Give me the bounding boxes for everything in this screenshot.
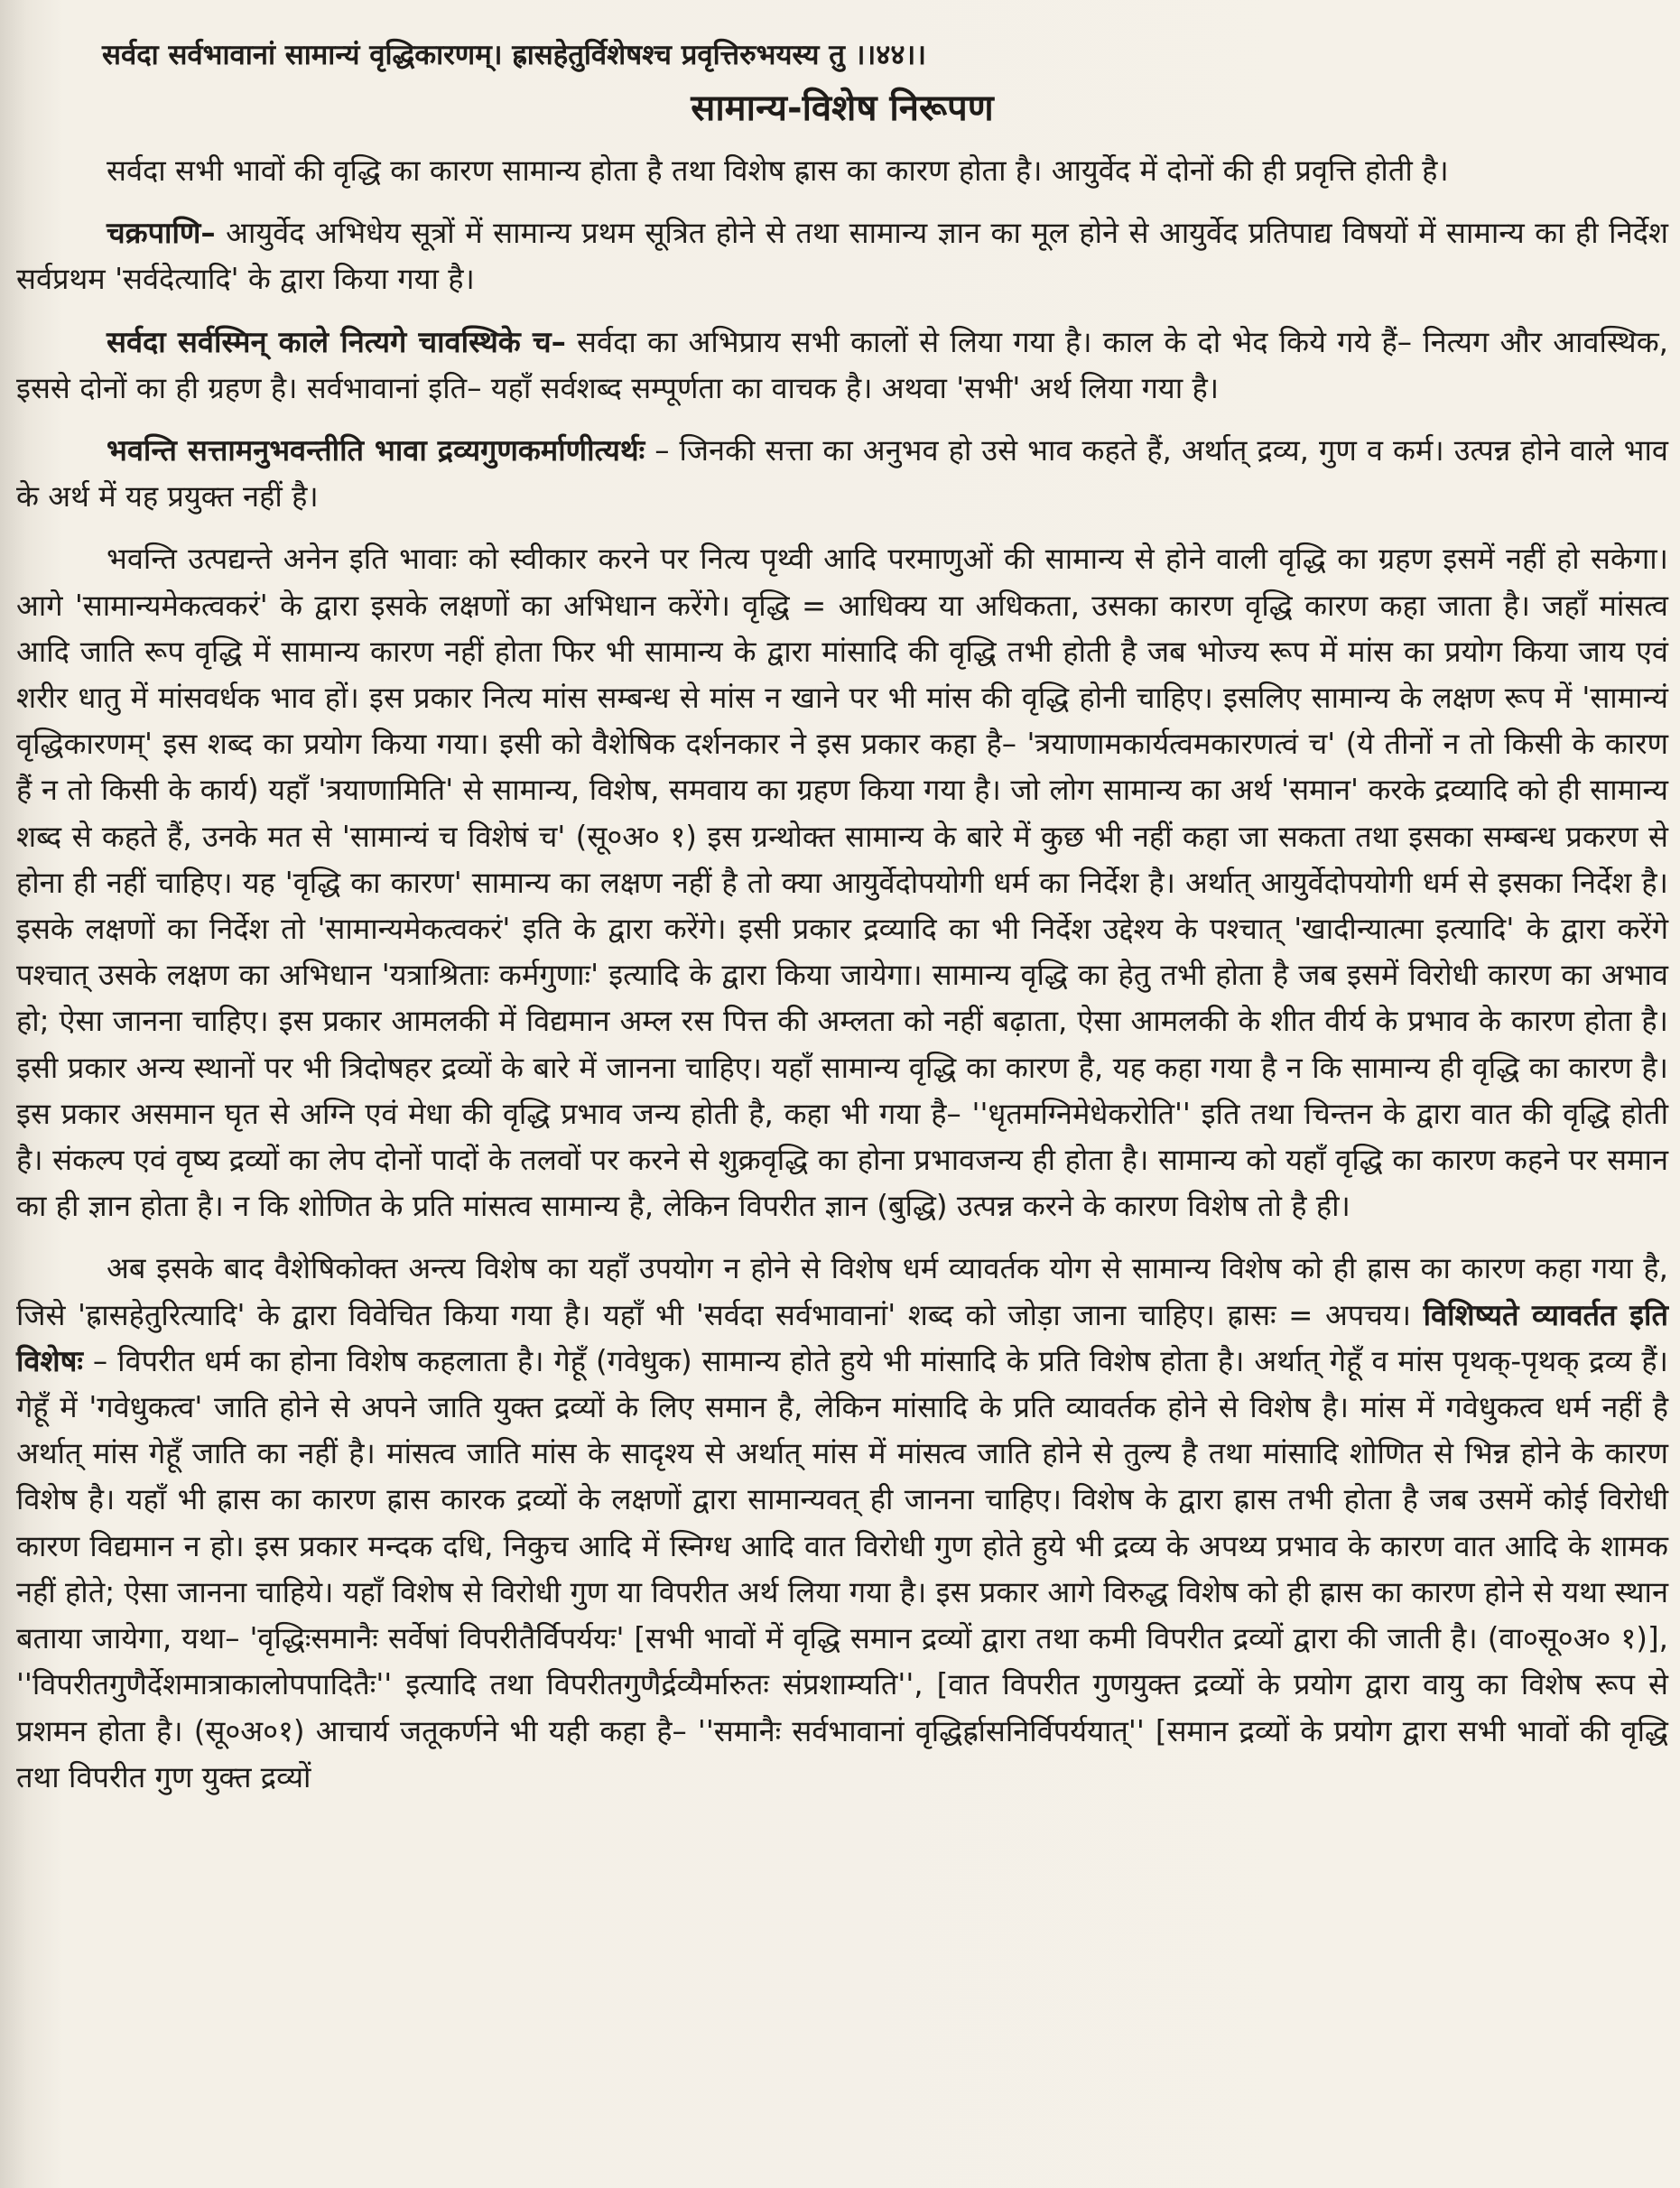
paragraph-lead: भवन्ति सत्तामनुभवन्तीति भावा द्रव्यगुणकर्माणीत्यर्थः — [107, 433, 645, 468]
paragraph-text: अब इसके बाद वैशेषिकोक्त अन्त्य विशेष का यहाँ उपयोग न होने से विशेष धर्म व्यावर्तक योग से सामान्य विशेष को ही ह्रास का कारण कहा गया है, जिसे 'ह्रासहेतुरित्यादि' के द्वारा विवेचित किया गया है। यहाँ भी 'सर्वदा सर्वभावानां' शब्द को जोड़ा जाना चाहिए। ह्रासः = अपचय। विशिष्यते व्यावर्तत इति विशेषः – विपरीत धर्म का होना विशेष कहलाता है। गेहूँ (गवेधुक) सामान्य होते हुये भी मांसादि के प्रति विशेष होता है। अर्थात् गेहूँ व मांस पृथक्-पृथक् द्रव्य हैं। गेहूँ में 'गवेधुकत्व' जाति होने से अपने जाति युक्त द्रव्यों के लिए समान है, लेकिन मांसादि के प्रति व्यावर्तक होने से विशेष है। मांस में गवेधुकत्व धर्म नहीं है अर्थात् मांस गेहूँ जाति का नहीं है। मांसत्व जाति मांस के सादृश्य से अर्थात् मांस में मांसत्व जाति होने से तुल्य है तथा मांसादि शोणित से भिन्न होने के कारण विशेष है। यहाँ भी ह्रास का कारण ह्रास कारक द्रव्यों के लक्षणों द्वारा सामान्यवत् ही जानना चाहिए। विशेष के द्वारा ह्रास तभी होता है जब उसमें कोई विरोधी कारण विद्यमान न हो। इस प्रकार मन्दक दधि, निकुच आदि में स्निग्ध आदि वात विरोधी गुण होते हुये भी द्रव्य के अपथ्य प्रभाव के कारण वात आदि के शामक नहीं होते; ऐसा जानना चाहिये। यहाँ विशेष से विरोधी गुण या विपरीत अर्थ लिया गया है। इस प्रकार आगे विरुद्ध विशेष को ही ह्रास का कारण होने से यथा स्थान बताया जायेगा, यथा– 'वृद्धिःसमानैः सर्वेषां विपरीतैर्विपर्ययः' [सभी भावों में वृद्धि समान द्रव्यों द्वारा तथा कमी विपरीत द्रव्यों द्वारा की जाती है। (वा०सू०अ० १)], ''विपरीतगुणैर्देशमात्राकालोपपादितैः'' इत्यादि तथा विपरीतगुणैर्द्रव्यैर्मारुतः संप्रशाम्यति'', [वात विपरीत गुणयुक्त द्रव्यों के प्रयोग द्वारा वायु का विशेष रूप से प्रशमन होता है। (सू०अ०१) आचार्य जतूकर्णने भी यही कहा है– ''समानैः सर्वभावानां वृद्धिर्ह्रासनिर्विपर्ययात्'' [समान द्रव्यों के प्रयोग द्वारा सभी भावों की वृद्धि तथा विपरीत गुण युक्त द्रव्यों — [16, 1251, 1668, 1794]
inline-bold-term: विशिष्यते व्यावर्तत इति विशेषः — [16, 1297, 1668, 1378]
paragraph-text: आयुर्वेद अभिधेय सूत्रों में सामान्य प्रथम सूत्रित होने से तथा सामान्य ज्ञान का मूल होने से आयुर्वेद प्रतिपाद्य विषयों में सामान्य का ही निर्देश सर्वप्रथम 'सर्वदेत्यादि' के द्वारा किया गया है। — [16, 216, 1668, 297]
sanskrit-verse: सर्वदा सर्वभावानां सामान्यं वृद्धिकारणम्। ह्रासहेतुर्विशेषश्च प्रवृत्तिरुभयस्य तु ।।४४।। — [102, 39, 926, 71]
paragraph-6 — [16, 1246, 1668, 1800]
paragraph-lead: चक्रपाणि– — [107, 216, 216, 251]
paragraph-4 — [16, 428, 1668, 520]
paragraph-lead: सर्वदा सर्वस्मिन् काले नित्यगे चावस्थिके च– — [107, 324, 566, 359]
paragraph-1 — [16, 148, 1668, 194]
paragraph-3 — [16, 320, 1668, 412]
paragraph-text: – जिनकी सत्ता का अनुभव हो उसे भाव कहते हैं, अर्थात् द्रव्य, गुण व कर्म। उत्पन्न होने वाले भाव के अर्थ में यह प्रयुक्त नहीं है। — [16, 433, 1668, 515]
page-content — [16, 36, 1668, 1810]
paragraph-text: सर्वदा सभी भावों की वृद्धि का कारण सामान्य होता है तथा विशेष ह्रास का कारण होता है। आयुर्वेद में दोनों की ही प्रवृत्ति होती है। — [107, 153, 1449, 188]
section-heading: सामान्य-विशेष निरूपण — [691, 88, 994, 129]
paragraph-text: सर्वदा का अभिप्राय सभी कालों से लिया गया है। काल के दो भेद किये गये हैं– नित्यग और आवस्थिक, इससे दोनों का ही ग्रहण है। सर्वभावानां इति– यहाँ सर्वशब्द सम्पूर्णता का वाचक है। अथवा 'सभी' अर्थ लिया गया है। — [16, 324, 1668, 405]
paragraph-5 — [16, 536, 1668, 1229]
paragraph-text: भवन्ति उत्पद्यन्ते अनेन इति भावाः को स्वीकार करने पर नित्य पृथ्वी आदि परमाणुओं की सामान्य से होने वाली वृद्धि का ग्रहण इसमें नहीं हो सकेगा। आगे 'सामान्यमेकत्वकरं' के द्वारा इसके लक्षणों का अभिधान करेंगे। वृद्धि = आधिक्य या अधिकता, उसका कारण वृद्धि कारण कहा जाता है। जहाँ मांसत्व आदि जाति रूप वृद्धि में सामान्य कारण नहीं होता फिर भी सामान्य के द्वारा मांसादि की वृद्धि तभी होती है जब भोज्य रूप में मांस का प्रयोग किया जाय एवं शरीर धातु में मांसवर्धक भाव हों। इस प्रकार नित्य मांस सम्बन्ध से मांस न खाने पर भी मांस की वृद्धि होनी चाहिए। इसलिए सामान्य के लक्षण रूप में 'सामान्यं वृद्धिकारणम्' इस शब्द का प्रयोग किया गया। इसी को वैशेषिक दर्शनकार ने इस प्रकार कहा है– 'त्रयाणामकार्यत्वमकारणत्वं च' (ये तीनों न तो किसी के कारण हैं न तो किसी के कार्य) यहाँ 'त्रयाणामिति' से सामान्य, विशेष, समवाय का ग्रहण किया गया है। जो लोग सामान्य का अर्थ 'समान' करके द्रव्यादि को ही सामान्य शब्द से कहते हैं, उनके मत से 'सामान्यं च विशेषं च' (सू०अ० १) इस ग्रन्थोक्त सामान्य के बारे में कुछ भी नहीं कहा जा सकता तथा इसका सम्बन्ध प्रकरण से होना ही नहीं चाहिए। यह 'वृद्धि का कारण' सामान्य का लक्षण नहीं है तो क्या आयुर्वेदोपयोगी धर्म का निर्देश है। अर्थात् आयुर्वेदोपयोगी धर्म से इसका निर्देश है। इसके लक्षणों का निर्देश तो 'सामान्यमेकत्वकरं' इति के द्वारा करेंगे। इसी प्रकार द्रव्यादि का भी निर्देश उद्देश्य के पश्चात् 'खादीन्यात्मा इत्यादि' के द्वारा करेंगे पश्चात् उसके लक्षण का अभिधान 'यत्राश्रिताः कर्मगुणाः' इत्यादि के द्वारा किया जायेगा। सामान्य वृद्धि का हेतु तभी होता है जब इसमें विरोधी कारण का अभाव हो; ऐसा जानना चाहिए। इस प्रकार आमलकी में विद्यमान अम्ल रस पित्त की अम्लता को नहीं बढ़ाता, ऐसा आमलकी के शीत वीर्य के प्रभाव के कारण होता है। इसी प्रकार अन्य स्थानों पर भी त्रिदोषहर द्रव्यों के बारे में जानना चाहिए। यहाँ सामान्य वृद्धि का कारण है, यह कहा गया है न कि सामान्य ही वृद्धि का कारण है। इस प्रकार असमान घृत से अग्नि एवं मेधा की वृद्धि प्रभाव जन्य होती है, कहा भी गया है– ''धृतमग्निमेधेकरोति'' इति तथा चिन्तन के द्वारा वात की वृद्धि होती है। संकल्प एवं वृष्य द्रव्यों का लेप दोनों पादों के तलवों पर करने से शुक्रवृद्धि का होना प्रभावजन्य ही होता है। सामान्य को यहाँ वृद्धि का कारण कहने पर समान का ही ज्ञान होता है। न कि शोणित के प्रति मांसत्व सामान्य है, लेकिन विपरीत ज्ञान (बुद्धि) उत्पन्न करने के कारण विशेष तो है ही। — [16, 542, 1668, 1224]
paragraph-2 — [16, 210, 1668, 302]
